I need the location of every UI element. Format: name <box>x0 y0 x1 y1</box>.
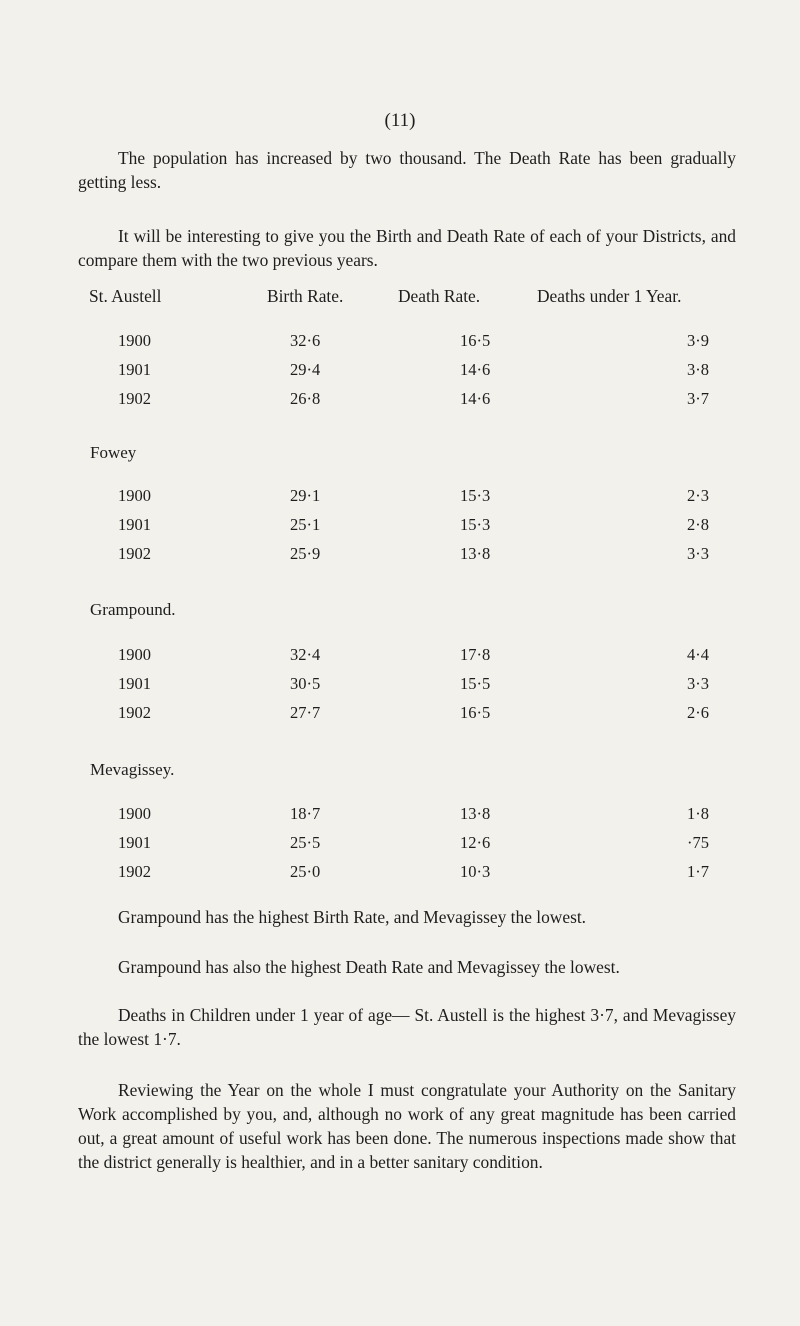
conclusion-infant-deaths: Deaths in Children under 1 year of age— St. Austell is the highest 3·7, and Mevagissey the lowest 1·7. <box>78 1005 736 1049</box>
cell-birth-rate: 25·9 <box>290 544 321 563</box>
page-number: (11) <box>384 110 416 131</box>
conclusion-death-rate: Grampound has also the highest Death Rate and Mevagissey the lowest. <box>118 957 620 977</box>
cell-birth-rate: 26·8 <box>290 389 321 408</box>
table-row <box>0 804 800 826</box>
cell-deaths-under-one: 3·9 <box>687 331 709 350</box>
cell-birth-rate: 27·7 <box>290 703 321 722</box>
cell-birth-rate: 32·6 <box>290 331 321 350</box>
cell-year: 1902 <box>118 703 151 722</box>
table-row <box>0 862 800 884</box>
table-row <box>0 645 800 667</box>
cell-death-rate: 15·5 <box>460 674 491 693</box>
cell-year: 1901 <box>118 360 151 379</box>
cell-birth-rate: 29·1 <box>290 486 321 505</box>
cell-deaths-under-one: 1·7 <box>687 862 709 881</box>
cell-death-rate: 14·6 <box>460 389 491 408</box>
cell-year: 1902 <box>118 862 151 881</box>
cell-year: 1901 <box>118 515 151 534</box>
cell-birth-rate: 25·1 <box>290 515 321 534</box>
cell-deaths-under-one: 3·8 <box>687 360 709 379</box>
section-title-mevagissey: Mevagissey. <box>90 760 175 779</box>
cell-year: 1900 <box>118 331 151 350</box>
cell-year: 1902 <box>118 389 151 408</box>
cell-death-rate: 12·6 <box>460 833 491 852</box>
cell-deaths-under-one: 4·4 <box>687 645 709 664</box>
cell-deaths-under-one: 2·6 <box>687 703 709 722</box>
cell-year: 1900 <box>118 645 151 664</box>
intro-paragraph-population: The population has increased by two thousand. The Death Rate has been gradually getting less. <box>78 148 736 192</box>
conclusion-review: Reviewing the Year on the whole I must congratulate your Authority on the Sanitary Work accomplished by you, and, although no work of any great magnitude has been carried out, a great amount of useful work has been done. The numerous inspections made show that the district generally is healthier, and in a better sanitary condition. <box>78 1080 736 1172</box>
section-title-fowey: Fowey <box>90 443 137 462</box>
cell-deaths-under-one: 2·3 <box>687 486 709 505</box>
cell-deaths-under-one: 2·8 <box>687 515 709 534</box>
cell-deaths-under-one: 3·3 <box>687 674 709 693</box>
cell-birth-rate: 32·4 <box>290 645 321 664</box>
cell-deaths-under-one: 1·8 <box>687 804 709 823</box>
table-row <box>0 544 800 566</box>
table-row <box>0 833 800 855</box>
cell-death-rate: 15·3 <box>460 515 491 534</box>
table-row <box>0 331 800 353</box>
conclusion-birth-rate: Grampound has the highest Birth Rate, and Mevagissey the lowest. <box>118 907 587 927</box>
table-row <box>0 486 800 508</box>
cell-year: 1900 <box>118 486 151 505</box>
cell-year: 1900 <box>118 804 151 823</box>
cell-birth-rate: 29·4 <box>290 360 321 379</box>
cell-year: 1901 <box>118 833 151 852</box>
cell-death-rate: 13·8 <box>460 544 491 563</box>
header-birth-rate: Birth Rate. <box>267 286 344 306</box>
header-district-st-austell: St. Austell <box>89 286 162 306</box>
table-row <box>0 389 800 411</box>
table-row <box>0 360 800 382</box>
cell-birth-rate: 30·5 <box>290 674 321 693</box>
cell-death-rate: 16·5 <box>460 331 491 350</box>
section-title-grampound: Grampound. <box>90 600 176 619</box>
cell-deaths-under-one: 3·7 <box>687 389 709 408</box>
table-row <box>0 703 800 725</box>
table-row <box>0 674 800 696</box>
cell-deaths-under-one: 3·3 <box>687 544 709 563</box>
cell-death-rate: 16·5 <box>460 703 491 722</box>
header-death-rate: Death Rate. <box>398 286 481 306</box>
cell-birth-rate: 25·5 <box>290 833 321 852</box>
cell-deaths-under-one: ·75 <box>687 833 709 852</box>
cell-year: 1902 <box>118 544 151 563</box>
cell-death-rate: 15·3 <box>460 486 491 505</box>
cell-year: 1901 <box>118 674 151 693</box>
cell-death-rate: 17·8 <box>460 645 491 664</box>
cell-death-rate: 14·6 <box>460 360 491 379</box>
header-deaths-under-one: Deaths under 1 Year. <box>537 286 682 306</box>
cell-death-rate: 10·3 <box>460 862 491 881</box>
cell-birth-rate: 25·0 <box>290 862 321 881</box>
table-row <box>0 515 800 537</box>
cell-death-rate: 13·8 <box>460 804 491 823</box>
intro-paragraph-rates: It will be interesting to give you the Birth and Death Rate of each of your Districts, and compare them with the two previous years. <box>78 226 736 270</box>
cell-birth-rate: 18·7 <box>290 804 321 823</box>
